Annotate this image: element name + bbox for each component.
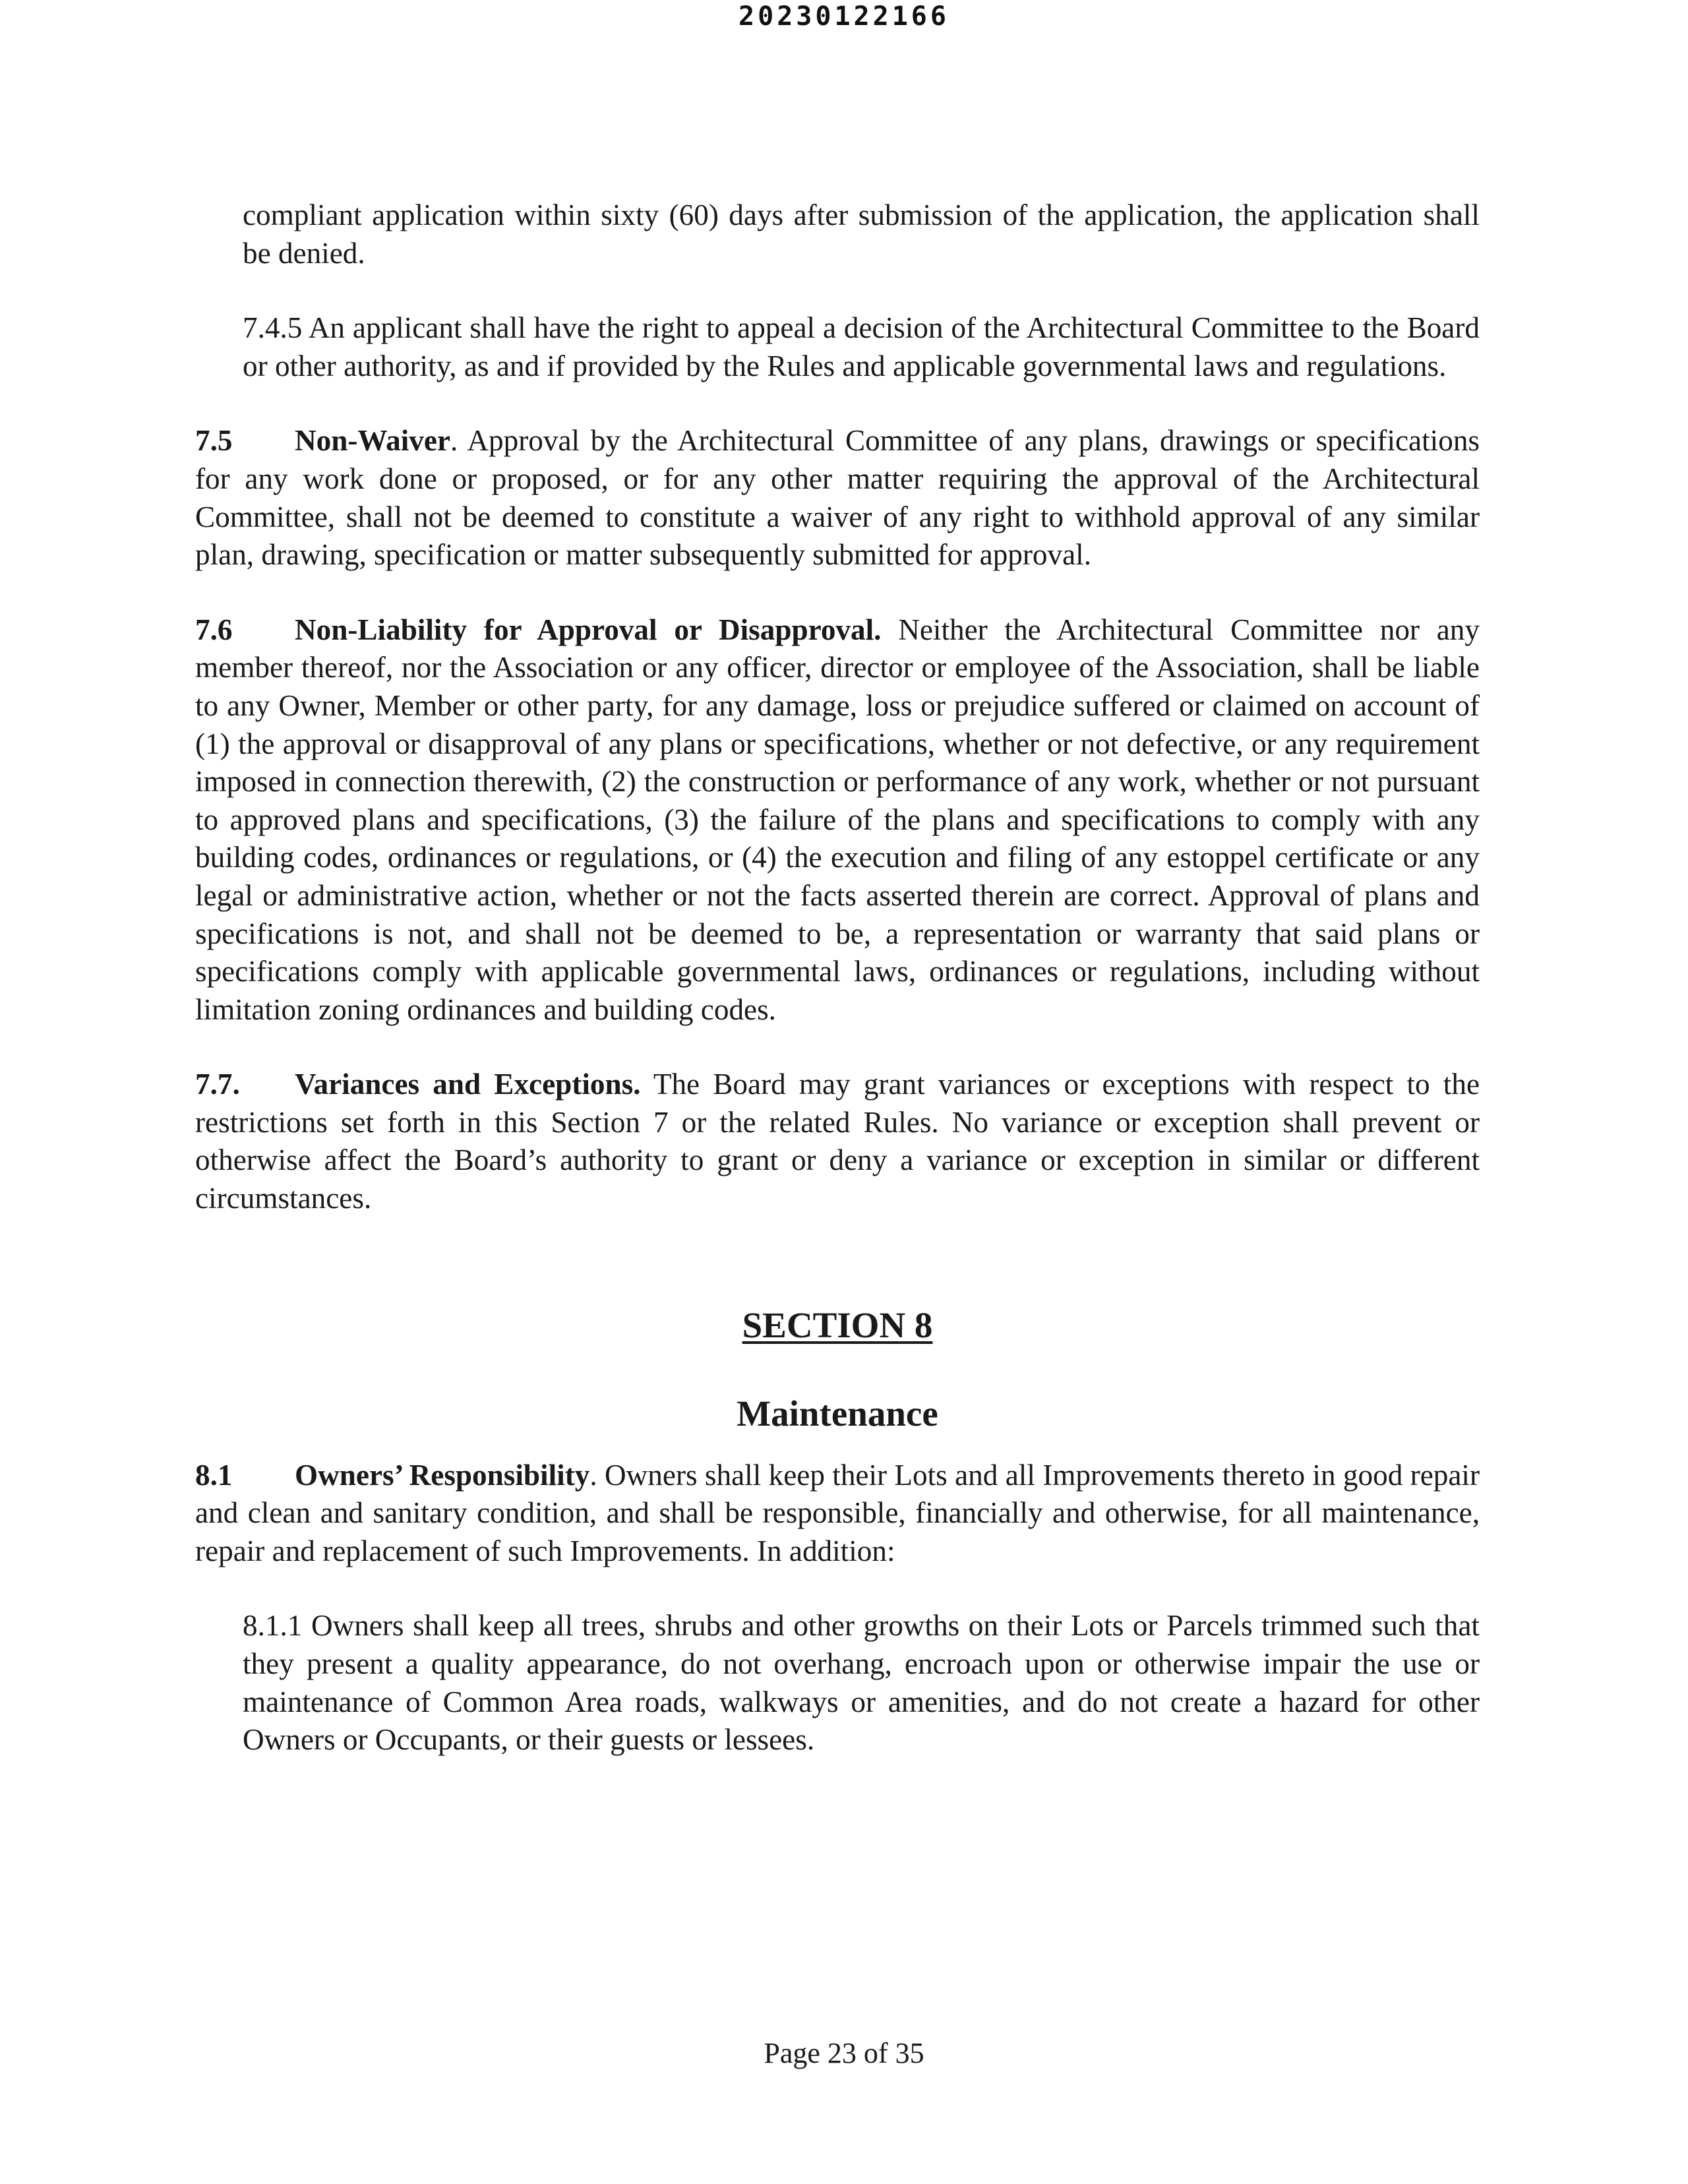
section-subheading: Maintenance	[737, 1393, 938, 1434]
section-title: Non-Waiver	[295, 424, 450, 458]
paragraph-7-4-4-continuation: compliant application within sixty (60) days after submission of the application, the application shall be denied.	[243, 198, 1480, 270]
section-heading: SECTION 8	[742, 1304, 933, 1345]
section-body: . Approval by the Architectural Committee of any plans, drawings or specifications for any work done or proposed, or for any other matter requiring the approval of the Architectural Committee, shall not be deemed to constitute a waiver of any right to withhold approval of any similar plan, drawing, specification or matter subsequently submitted for approval.	[195, 424, 1480, 572]
paragraph-8-1-1: 8.1.1 Owners shall keep all trees, shrubs and other growths on their Lots or Parcels trimmed such that they present a quality appearance, do not overhang, encroach upon or otherwise impair the use or maintenance of Common Area roads, walkways or amenities, and do not create a hazard for other Owners or Occupants, or their guests or lessees.	[243, 1609, 1480, 1757]
page-number-footer: Page 23 of 35	[764, 2037, 924, 2069]
section-number: 7.7.	[195, 1068, 240, 1101]
section-title: Non-Liability for Approval or Disapproval.	[295, 613, 882, 646]
section-7-6	[195, 611, 1480, 1029]
section-number: 7.5	[195, 424, 233, 458]
paragraph-7-4-5: 7.4.5 An applicant shall have the right to appeal a decision of the Architectural Committee to the Board or other authority, as and if provided by the Rules and applicable governmental laws and regulations.	[243, 311, 1480, 382]
section-7-5	[195, 422, 1480, 574]
section-7-7	[195, 1066, 1480, 1217]
section-body: Neither the Architectural Committee nor any member thereof, nor the Association or any officer, director or employee of the Association, shall be liable to any Owner, Member or other party, for any damage, loss or prejudice suffered or claimed on account of (1) the approval or disapproval of any plans or specifications, whether or not defective, or any requirement imposed in connection therewith, (2) the construction or performance of any work, whether or not pursuant to approved plans and specifications, (3) the failure of the plans and specifications to comply with any building codes, ordinances or regulations, or (4) the execution and filing of any estoppel certificate or any legal or administrative action, whether or not the facts asserted therein are correct. Approval of plans and specifications is not, and shall not be deemed to be, a representation or warranty that said plans or specifications comply with applicable governmental laws, ordinances or regulations, including without limitation zoning ordinances and building codes.	[195, 613, 1480, 1026]
recording-number-stamp: 20230122166	[738, 1, 950, 32]
section-8-1	[195, 1457, 1480, 1571]
section-title: Variances and Exceptions.	[295, 1068, 641, 1101]
section-body: . Owners shall keep their Lots and all Improvements thereto in good repair and clean and sanitary condition, and shall be responsible, financially and otherwise, for all maintenance, repair and replacement of such Improvements. In addition:	[195, 1458, 1480, 1567]
section-title: Owners’ Responsibility	[295, 1458, 590, 1492]
section-number: 8.1	[195, 1458, 233, 1492]
section-body: The Board may grant variances or exceptions with respect to the restrictions set forth in this Section 7 or the related Rules. No variance or exception shall prevent or otherwise affect the Board’s authority to grant or deny a variance or exception in similar or different circumstances.	[195, 1068, 1480, 1215]
section-number: 7.6	[195, 613, 233, 646]
document-page	[195, 197, 1480, 1759]
